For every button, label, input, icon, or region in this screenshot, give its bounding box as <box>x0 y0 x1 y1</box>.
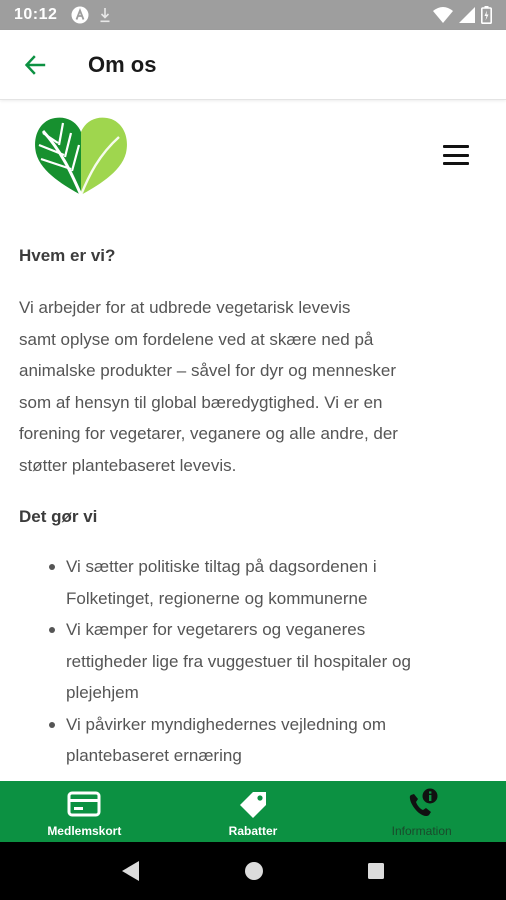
list-item-line: Vi påvirker myndighedernes vejledning om <box>66 714 387 734</box>
status-system-icons <box>433 6 492 24</box>
wifi-icon <box>433 7 453 23</box>
recents-square-icon[interactable] <box>367 862 385 880</box>
phone-info-icon <box>405 788 439 820</box>
home-circle-icon[interactable] <box>244 861 264 881</box>
heading-what-we-do: Det gør vi <box>19 507 98 526</box>
nav-label: Rabatter <box>228 824 278 838</box>
app-bar <box>0 30 506 100</box>
status-time: 10:12 <box>14 6 58 23</box>
heading-who-are-we: Hvem er vi? <box>19 246 116 265</box>
menu-bar <box>443 162 469 165</box>
list-item <box>66 551 487 614</box>
list-item-line: Vi kæmper for vegetarers og veganeres <box>66 620 366 639</box>
back-triangle-icon[interactable] <box>121 860 141 882</box>
paragraph-line: animalske produkter – såvel for dyr og mennesker <box>19 361 397 380</box>
status-bar <box>0 0 506 30</box>
a-badge-icon <box>71 6 89 24</box>
nav-item-information[interactable] <box>337 781 506 842</box>
paragraph-line: Vi arbejder for at udbrede vegetarisk levevis <box>19 298 351 317</box>
membership-card-icon <box>67 791 101 817</box>
nav-item-discounts[interactable] <box>169 781 338 842</box>
price-tag-icon <box>237 789 269 819</box>
list-item-line: Vi sætter politiske tiltag på dagsordenen i <box>66 557 377 576</box>
list-item-line: plantebaseret ernæring <box>66 746 242 765</box>
system-navigation-bar <box>0 842 506 900</box>
menu-bar <box>443 145 469 148</box>
arrow-left-icon <box>23 53 47 77</box>
web-content[interactable] <box>0 101 506 781</box>
menu-bar <box>443 154 469 157</box>
leaf-heart-logo[interactable] <box>33 115 129 197</box>
nav-label: Information <box>391 824 452 838</box>
list-item-line: plejehjem <box>66 683 139 702</box>
activities-list <box>19 551 487 772</box>
page-title: Om os <box>88 51 157 77</box>
list-item-line: Folketinget, regionerne og kommunerne <box>66 588 368 608</box>
paragraph-line: forening for vegetarer, veganere og alle andre, der <box>19 424 398 443</box>
battery-icon <box>481 6 492 24</box>
nav-label: Medlemskort <box>47 824 122 838</box>
intro-paragraph <box>19 292 487 481</box>
hamburger-menu-icon[interactable] <box>443 143 469 167</box>
paragraph-line: støtter plantebaseret levevis. <box>19 455 237 475</box>
bottom-navigation <box>0 781 506 842</box>
list-item-line: rettigheder lige fra vuggestuer til hospitaler og <box>66 651 411 671</box>
back-button[interactable] <box>0 30 70 100</box>
paragraph-line: som af hensyn til global bæredygtighed. Vi er en <box>19 392 383 412</box>
nav-item-membership-card[interactable] <box>0 781 169 842</box>
site-header <box>19 101 487 216</box>
paragraph-line: samt oplyse om fordelene ved at skære ned på <box>19 329 374 349</box>
status-notification-icons <box>71 6 111 24</box>
signal-icon <box>459 7 475 23</box>
download-icon <box>99 6 111 24</box>
list-item <box>66 614 487 709</box>
list-item <box>66 709 487 772</box>
